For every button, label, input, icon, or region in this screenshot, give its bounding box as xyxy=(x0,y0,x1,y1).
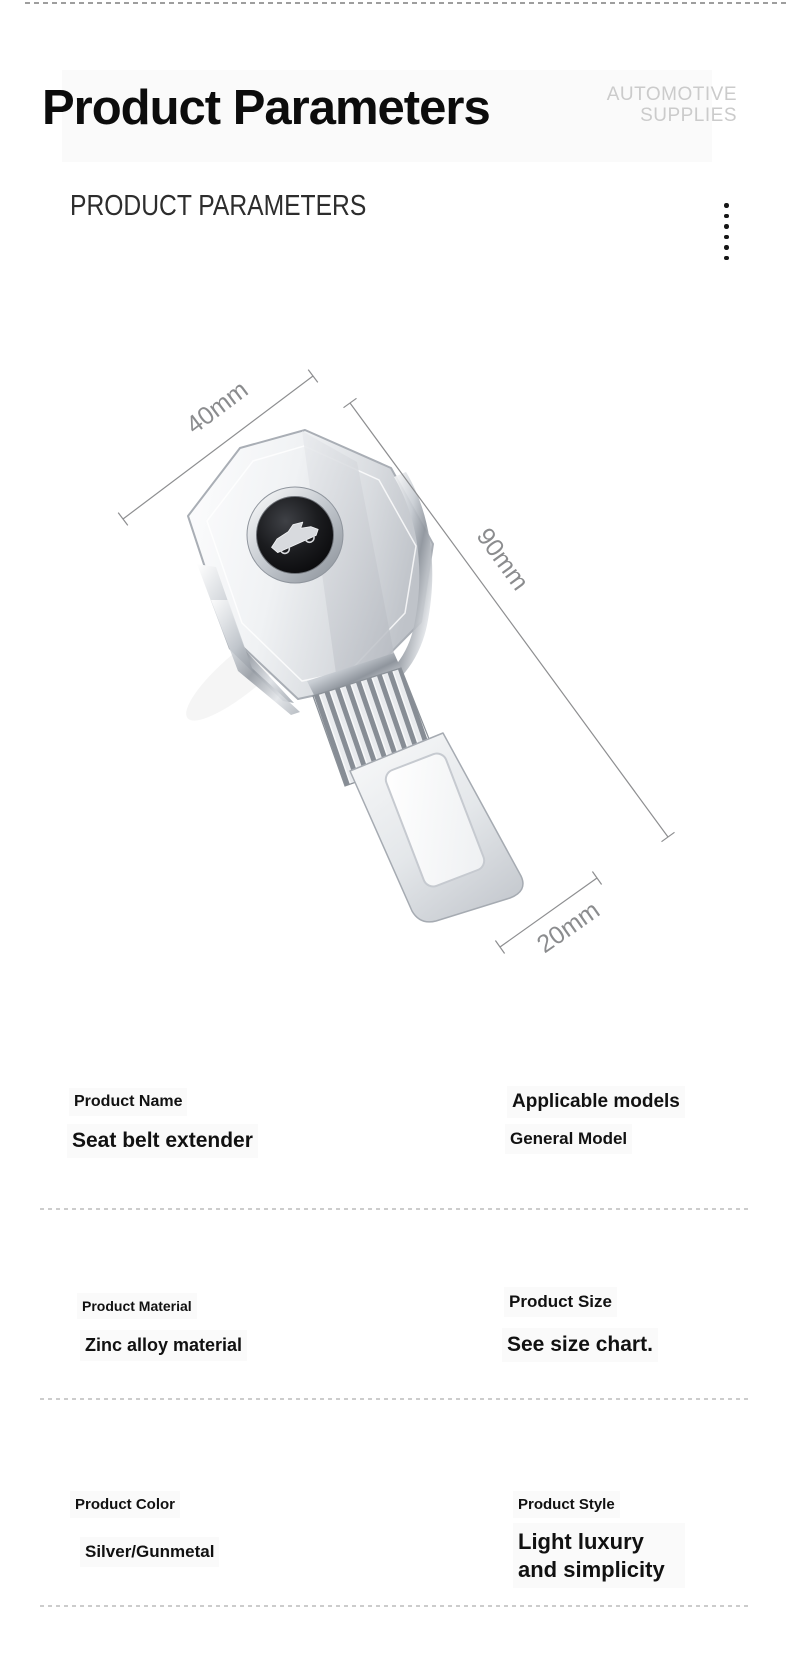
dim-label-90mm: 90mm xyxy=(470,522,535,596)
product-photo xyxy=(95,330,715,980)
top-dashed-divider xyxy=(25,2,790,4)
spec-value-product-style: Light luxury and simplicity xyxy=(518,1528,680,1583)
brand-line1: AUTOMOTIVE xyxy=(606,84,737,105)
spec-value-product-color: Silver/Gunmetal xyxy=(85,1542,215,1561)
section-subtitle: PRODUCT PARAMETERS xyxy=(70,190,367,222)
dim-label-40mm: 40mm xyxy=(181,375,254,440)
spec-label-product-material: Product Material xyxy=(82,1298,192,1314)
spec-value-product-name: Seat belt extender xyxy=(72,1129,253,1152)
dots-ornament xyxy=(724,203,729,260)
dot xyxy=(724,203,729,208)
brand-watermark xyxy=(607,84,737,126)
page-title: Product Parameters xyxy=(42,81,490,135)
dot xyxy=(724,245,729,250)
spec-label-product-style: Product Style xyxy=(518,1496,615,1513)
spec-value-product-material: Zinc alloy material xyxy=(85,1335,243,1355)
row-divider xyxy=(40,1208,750,1210)
spec-value-applicable-models: General Model xyxy=(510,1129,628,1148)
row-divider xyxy=(40,1398,750,1400)
spec-label-product-name: Product Name xyxy=(74,1093,183,1110)
brand-line2: SUPPLIES xyxy=(640,105,737,126)
dot xyxy=(724,214,729,219)
spec-label-product-size: Product Size xyxy=(509,1292,612,1311)
row-divider xyxy=(40,1605,750,1607)
spec-label-product-color: Product Color xyxy=(75,1496,175,1513)
dim-label-20mm: 20mm xyxy=(531,896,605,959)
dot xyxy=(724,256,729,261)
spec-value-product-size: See size chart. xyxy=(507,1333,653,1356)
spec-label-applicable-models: Applicable models xyxy=(512,1091,680,1112)
dot xyxy=(724,235,729,240)
dot xyxy=(724,224,729,229)
